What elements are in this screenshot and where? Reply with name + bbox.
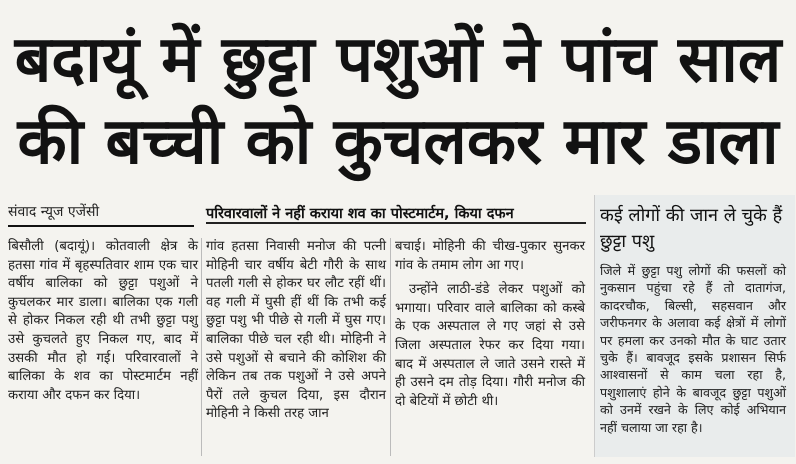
subheadline-rule bbox=[206, 222, 586, 224]
column-3-text-a: बचाई। मोहिनी की चीख-पुकार सुनकर गांव के तमाम लोग आ गए। bbox=[395, 239, 585, 273]
column-divider bbox=[390, 238, 391, 456]
column-2-text: गांव हतसा निवासी मनोज की पत्नी मोहिनी चार वर्षीय बेटी गौरी के साथ पतली गली से होकर घर लौट रहीं थीं। वह गली में घुसी हीं थीं कि तभी कई छुट्टा पशु भी पीछे से गली में घुस गए। बालिका पीछे चल रही थी। मोहिनी ने उसे पशुओं से बचाने की कोशिश की लेकिन तब तक पशुओं ने उसे अपने पैरों तले कुचल दिया, इस दौरान मोहिनी ने किसी तरह जान bbox=[206, 239, 386, 422]
column-3-text-b: उन्होंने लाठी-डंडे लेकर पशुओं को भगाया। परिवार वाले बालिका को कस्बे के एक अस्पताल ले गए जहां से उसे जिला अस्पताल रेफर कर दिया गया। बाद में अस्पताल ले जाते उसने रास्ते में ही उसने दम तोड़ दिया। गौरी मनोज की दो बेटियों में छोटी थी। bbox=[395, 282, 585, 409]
headline-line-1: बदायूं में छुट्टा पशुओं ने पांच साल bbox=[14, 23, 782, 97]
news-agency-byline: संवाद न्यूज एजेंसी bbox=[8, 204, 100, 220]
sidebar-box-title: कई लोगों की जान ले चुके हैं छुट्टा पशु bbox=[600, 205, 783, 252]
sidebar-box-body: जिले में छुट्टा पशु लोगों की फसलों को नुकसान पहुंचा रहे हैं तो दातागंज, कादरचौक, बिल्सी, सहसवान और जरीफनगर के अलावा कई क्षेत्रों में लोगों पर हमला कर उनको मौत के घाट उतार चुके हैं। बावजूद इसके प्रशासन सिर्फ आश्वासनों से काम चला रहा है, पशुशालाएं होने के बावजूद छुट्टा पशुओं को उनमें रखने के लिए कोई अभियान नहीं चलाया जा रहा है। bbox=[600, 263, 786, 435]
column-divider bbox=[201, 238, 202, 456]
article-column-2 bbox=[206, 238, 386, 424]
byline-rule bbox=[8, 225, 194, 227]
column-1-text: बिसौली (बदायूं)। कोतवाली क्षेत्र के हतसा गांव में बृहस्पतिवार शाम एक चार वर्षीय बालिका को छुट्टा पशुओं ने कुचलकर मार डाला। बालिका एक गली से होकर निकल रही थी तभी छुट्टा पशु उसे कुचलते हुए निकल गए, बाद में उसकी मौत हो गई। परिवारवालों ने बालिका के शव का पोस्टमार्टम नहीं कराया और दफन कर दिया। bbox=[8, 239, 198, 403]
headline-line-2: की बच्ची को कुचलकर मार डाला bbox=[17, 105, 779, 179]
article-column-3 bbox=[395, 238, 585, 411]
subheadline: परिवारवालों ने नहीं कराया शव का पोस्टमार्टम, किया दफन bbox=[206, 206, 514, 222]
article-column-1 bbox=[8, 238, 198, 405]
